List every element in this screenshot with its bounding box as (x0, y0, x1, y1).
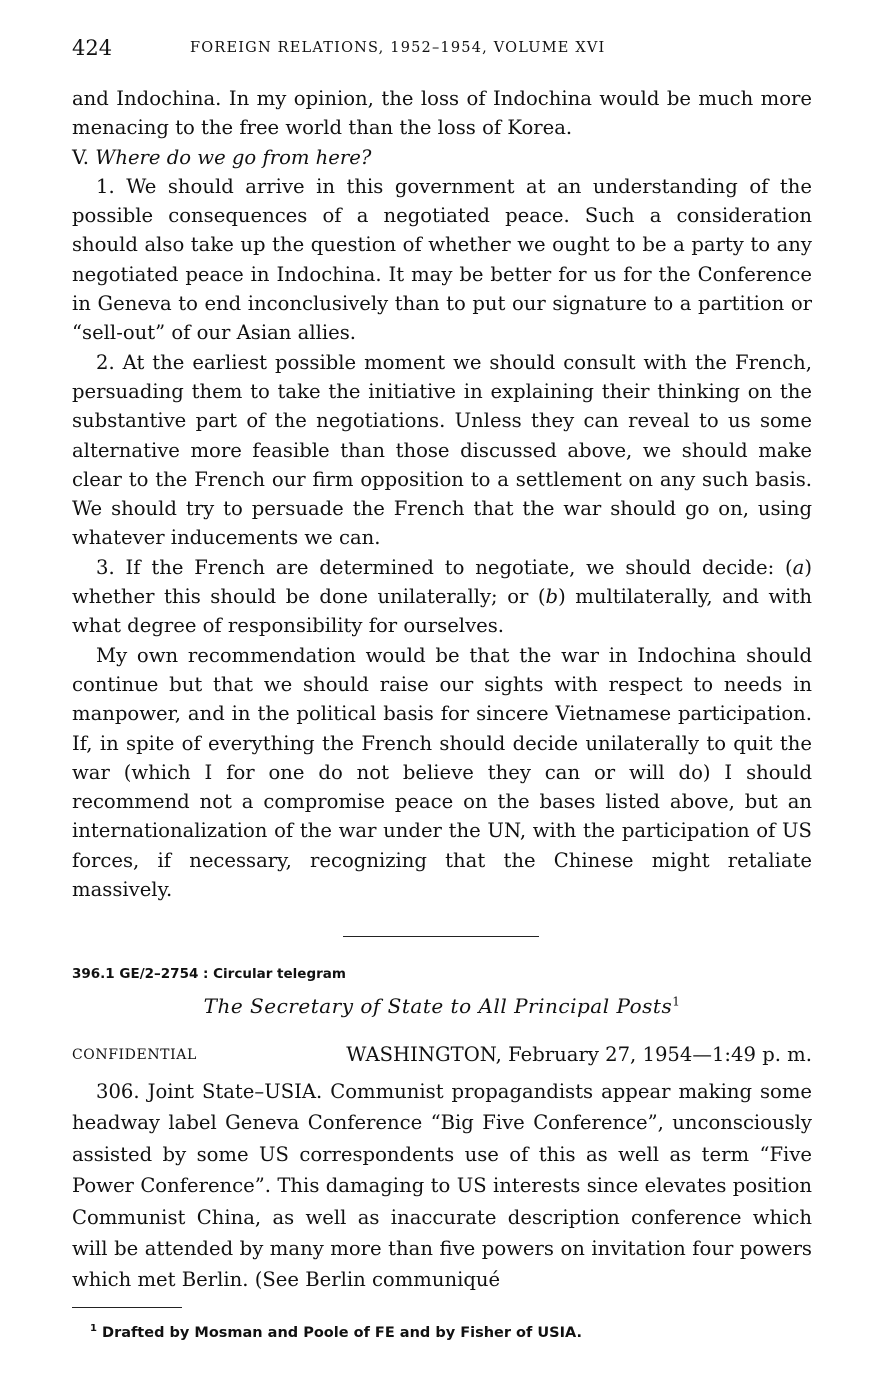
paragraph: My own recommendation would be that the war in Indochina should continue but that we should raise our sights with respect to needs in manpower, and in the political basis for sincere Vietnamese participation. If, in spite of everything the French should decide unilaterally to quit the war (which I for one do not believe they can or will do) I should recommend not a compromise peace on the bases listed above, but an internationalization of the war under the UN, with the participation of US forces, if necessary, recognizing that the Chinese might retaliate massively. (72, 643, 812, 902)
paragraph (72, 553, 812, 641)
footnote (90, 1323, 582, 1341)
file-reference: 396.1 GE/2–2754 : Circular telegram (72, 966, 346, 982)
classification: CONFIDENTIAL (72, 1047, 197, 1063)
footnote-marker: 1 (672, 994, 681, 1009)
footnote-mark: 1 (90, 1323, 97, 1334)
section-title: Where do we go from here? (95, 145, 372, 169)
paragraph: and Indochina. In my opinion, the loss of Indochina would be much more menacing to the free world than the loss of Korea. (72, 87, 812, 140)
paragraph: 2. At the earliest possible moment we should consult with the French, persuading them to take the initiative in explaining their thinking on the substantive part of the negotiations. Unless they can reveal to us some alternative more feasible than those discussed above, we should make clear to the French our firm opposition to a settlement on any such basis. We should try to persuade the French that the war should go on, using whatever inducements we can. (72, 350, 812, 550)
body-text (72, 84, 812, 904)
footnote-text: Drafted by Mosman and Poole of FE and by Fisher of USIA. (102, 1324, 582, 1341)
document-title (72, 994, 812, 1018)
telegram-text: 306. Joint State–USIA. Communist propagandists appear making some headway label Geneva Conference “Big Five Conference”, unconsciously assisted by some US correspondents use of this as well as term “Five Power Conference”. This damaging to US interests since elevates position Communist China, as well as inaccurate description conference which will be attended by many more than five powers on invitation four powers which met Berlin. (See Berlin communiqué (72, 1080, 812, 1292)
page-number: 424 (72, 36, 113, 60)
paragraph-segment: 3. If the French are determined to negotiate, we should decide: ( (96, 555, 793, 579)
section-number: V. (72, 145, 96, 169)
section-heading (72, 143, 812, 172)
classification-line (72, 1043, 812, 1071)
paragraph: 1. We should arrive in this government at an understanding of the possible consequences of a negotiated peace. Such a consideration should also take up the question of whether we ought to be a party to any negotiated peace in Indochina. It may be better for us for the Conference in Geneva to end inconclusively than to put our signature to a partition or “sell-out” of our Asian allies. (72, 174, 812, 345)
document-title-text: The Secretary of State to All Principal Posts (203, 994, 673, 1018)
enumeration-letter: a (792, 555, 805, 579)
running-head: FOREIGN RELATIONS, 1952–1954, VOLUME XVI (190, 40, 606, 56)
dateline: WASHINGTON, February 27, 1954—1:49 p. m. (346, 1043, 812, 1066)
paragraph-segment: ) whether this should be done unilaterally; or ( (72, 555, 812, 609)
section-divider (343, 936, 539, 937)
page-header (72, 36, 812, 64)
enumeration-letter: b (545, 585, 559, 609)
footnote-divider (72, 1307, 182, 1308)
paragraph-segment: ) multilaterally, and with what degree of responsibility for ourselves. (72, 585, 812, 638)
